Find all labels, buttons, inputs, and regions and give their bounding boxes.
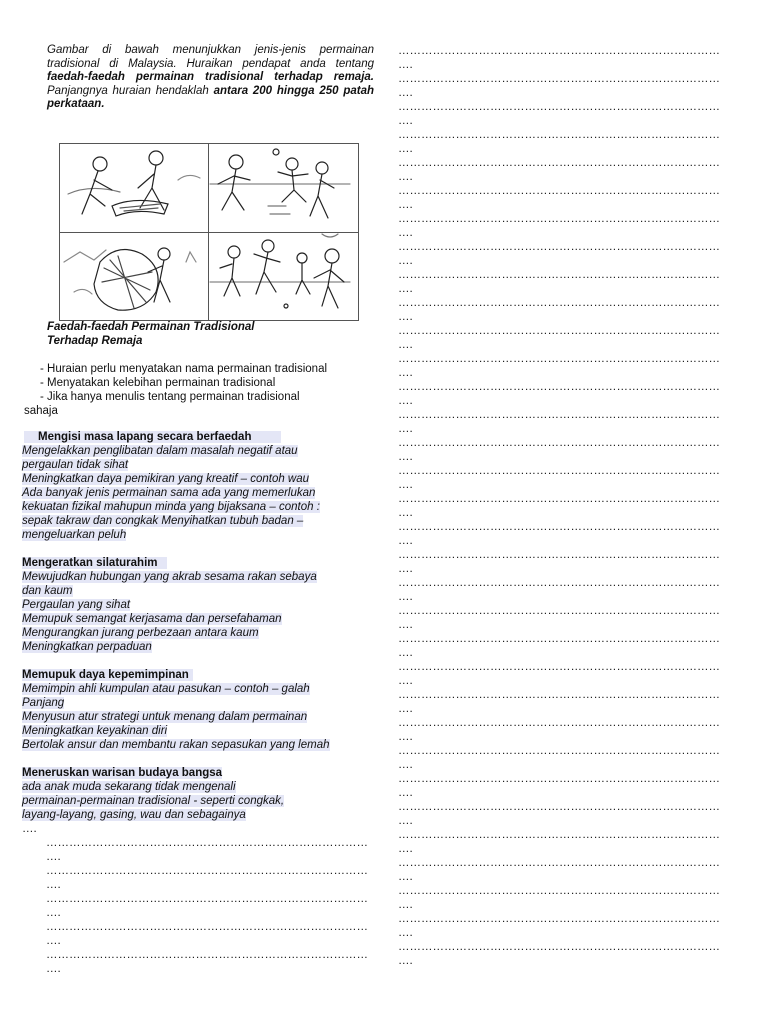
- section-heading: Memupuk daya kepemimpinan: [22, 669, 193, 681]
- writing-line-short: ….: [398, 143, 413, 155]
- writing-line: …………………………………………………………………………: [398, 549, 720, 561]
- congkak-panel-sketch: [68, 151, 200, 216]
- writing-line: …………………………………………………………………………: [398, 213, 720, 225]
- writing-line-short: ….: [398, 731, 413, 743]
- writing-line-short: ….: [398, 311, 413, 323]
- instr-line-3b: faedah-faedah permainan tradisional: [47, 71, 264, 84]
- instr-line-1: Gambar di bawah menunjukkan jenis-jenis permainan: [47, 44, 374, 56]
- section-line: Mengurangkan jurang perbezaan antara kaum: [22, 627, 259, 639]
- instr-line-3a: tentang: [335, 57, 374, 70]
- section-kepemimpinan: [22, 668, 374, 752]
- writing-line-short: ….: [398, 955, 413, 967]
- section-line: pergaulan tidak sihat: [22, 459, 129, 471]
- writing-line-short: ….: [398, 703, 413, 715]
- writing-line: …………………………………………………………………………: [398, 857, 720, 869]
- note-item: - Menyatakan kelebihan permainan tradisional: [24, 376, 374, 390]
- writing-line-short: ….: [398, 115, 413, 127]
- note-item: - Huraian perlu menyatakan nama permainan tradisional: [24, 362, 374, 376]
- writing-line: …………………………………………………………………………: [398, 941, 720, 953]
- section-line: Panjang: [22, 697, 65, 709]
- section-line: sepak takraw dan congkak Menyihatkan tubuh badan –: [22, 515, 304, 527]
- instr-line-2: tradisional di Malaysia. Huraikan pendapat anda: [47, 57, 326, 70]
- writing-line-short: ….: [398, 563, 413, 575]
- writing-line: …………………………………………………………………………: [398, 717, 720, 729]
- writing-line: …………………………………………………………………………: [398, 689, 720, 701]
- right-writing-lines: [398, 44, 728, 968]
- section-line: Meningkatkan keyakinan diri: [22, 725, 168, 737]
- writing-line: …………………………………………………………………………: [398, 157, 720, 169]
- writing-line-short: ….: [46, 851, 61, 863]
- games-sketch: [60, 144, 358, 320]
- section-heading: Meneruskan warisan budaya bangsa: [22, 767, 223, 779]
- writing-line: …………………………………………………………………………: [398, 297, 720, 309]
- section-line: Menyusun atur strategi untuk menang dalam permainan: [22, 711, 308, 723]
- writing-line: …………………………………………………………………………: [46, 949, 368, 961]
- writing-line-short: ….: [398, 871, 413, 883]
- writing-line: …………………………………………………………………………: [398, 269, 720, 281]
- instr-line-5b: antara 200 hingga 250 patah perkataan.: [47, 84, 374, 111]
- writing-line: …………………………………………………………………………: [398, 101, 720, 113]
- writing-line-short: ….: [398, 535, 413, 547]
- writing-line: …………………………………………………………………………: [398, 437, 720, 449]
- writing-line-short: ….: [398, 199, 413, 211]
- writing-line-short: ….: [22, 823, 37, 835]
- writing-line: …………………………………………………………………………: [398, 381, 720, 393]
- section-warisan-budaya: [22, 766, 374, 822]
- writing-line: …………………………………………………………………………: [398, 773, 720, 785]
- sepak-panel-sketch: [210, 149, 350, 218]
- writing-line-short: ….: [398, 815, 413, 827]
- left-writing-lines: [22, 822, 374, 976]
- section-line: Mewujudkan hubungan yang akrab sesama rakan sebaya: [22, 571, 317, 583]
- writing-line-short: ….: [398, 255, 413, 267]
- writing-line-short: ….: [398, 227, 413, 239]
- writing-line: …………………………………………………………………………: [398, 241, 720, 253]
- writing-line-short: ….: [398, 171, 413, 183]
- writing-line: …………………………………………………………………………: [398, 661, 720, 673]
- writing-line: …………………………………………………………………………: [398, 353, 720, 365]
- writing-line: …………………………………………………………………………: [398, 493, 720, 505]
- instr-line-5a: hendaklah: [155, 84, 214, 97]
- wau-panel-sketch: [64, 248, 196, 310]
- writing-line-short: ….: [398, 367, 413, 379]
- writing-line-short: ….: [398, 675, 413, 687]
- writing-line: …………………………………………………………………………: [398, 521, 720, 533]
- writing-line: …………………………………………………………………………: [398, 325, 720, 337]
- writing-line-short: ….: [398, 759, 413, 771]
- writing-line-short: ….: [398, 927, 413, 939]
- writing-line: …………………………………………………………………………: [398, 745, 720, 757]
- writing-line: …………………………………………………………………………: [398, 409, 720, 421]
- writing-line-short: ….: [398, 423, 413, 435]
- section-line: Meningkatkan perpaduan: [22, 641, 152, 653]
- section-line: Memimpin ahli kumpulan atau pasukan – contoh – galah: [22, 683, 310, 695]
- writing-line-short: ….: [398, 619, 413, 631]
- section-masa-lapang: [22, 430, 374, 542]
- guidance-notes: [24, 362, 374, 418]
- writing-line-short: ….: [398, 843, 413, 855]
- writing-line: …………………………………………………………………………: [398, 801, 720, 813]
- writing-line: …………………………………………………………………………: [398, 885, 720, 897]
- instructions: [22, 44, 374, 112]
- section-line: Meningkatkan daya pemikiran yang kreatif – contoh wau: [22, 473, 310, 485]
- writing-line: …………………………………………………………………………: [398, 577, 720, 589]
- note-item: - Jika hanya menulis tentang permainan tradisional: [24, 390, 374, 404]
- writing-line: …………………………………………………………………………: [46, 837, 368, 849]
- caption-line-2: Terhadap Remaja: [47, 335, 143, 347]
- writing-line-short: ….: [46, 935, 61, 947]
- section-line: dan kaum: [22, 585, 73, 597]
- caption-line-1: Faedah-faedah Permainan Tradisional: [47, 321, 255, 333]
- writing-line: …………………………………………………………………………: [398, 73, 720, 85]
- writing-line-short: ….: [398, 899, 413, 911]
- writing-line: …………………………………………………………………………: [398, 633, 720, 645]
- section-line: mengeluarkan peluh: [22, 529, 127, 541]
- section-line: Bertolak ansur dan membantu rakan sepasukan yang lemah: [22, 739, 330, 751]
- writing-line-short: ….: [398, 507, 413, 519]
- section-line: kekuatan fizikal mahupun minda yang bijaksana – contoh :: [22, 501, 320, 513]
- note-item-continuation: sahaja: [24, 405, 58, 417]
- section-line: Memupuk semangat kerjasama dan persefahaman: [22, 613, 282, 625]
- writing-line-short: ….: [398, 59, 413, 71]
- section-line: layang-layang, gasing, wau dan sebagainya: [22, 809, 246, 821]
- section-heading: Mengeratkan silaturahim: [22, 557, 167, 569]
- writing-line-short: ….: [398, 591, 413, 603]
- writing-line-short: ….: [398, 647, 413, 659]
- writing-line-short: ….: [46, 879, 61, 891]
- writing-line: …………………………………………………………………………: [398, 45, 720, 57]
- writing-line: …………………………………………………………………………: [398, 129, 720, 141]
- writing-line-short: ….: [46, 907, 61, 919]
- writing-line: …………………………………………………………………………: [398, 829, 720, 841]
- section-line: Ada banyak jenis permainan sama ada yang memerlukan: [22, 487, 316, 499]
- instr-line-4b: Panjangnya huraian: [47, 84, 151, 97]
- section-line: Pergaulan yang sihat: [22, 599, 131, 611]
- section-line: Mengelakkan penglibatan dalam masalah negatif atau: [22, 445, 298, 457]
- writing-line-short: ….: [398, 283, 413, 295]
- writing-line-short: ….: [398, 451, 413, 463]
- writing-line-short: ….: [398, 87, 413, 99]
- traditional-games-illustration: [59, 143, 359, 321]
- figure-caption: [47, 320, 255, 348]
- section-line: permainan-permainan tradisional - seperti congkak,: [22, 795, 285, 807]
- galah-panel-sketch: [210, 234, 350, 308]
- writing-line-short: ….: [398, 395, 413, 407]
- writing-line-short: ….: [398, 787, 413, 799]
- writing-line: …………………………………………………………………………: [46, 865, 368, 877]
- writing-line: …………………………………………………………………………: [46, 921, 368, 933]
- writing-line-short: ….: [398, 479, 413, 491]
- writing-line-short: ….: [398, 339, 413, 351]
- writing-line-short: ….: [46, 963, 61, 975]
- section-line: ada anak muda sekarang tidak mengenali: [22, 781, 236, 793]
- instr-line-4a: terhadap remaja.: [274, 71, 374, 84]
- section-heading: Mengisi masa lapang secara berfaedah: [24, 431, 281, 443]
- writing-line: …………………………………………………………………………: [46, 893, 368, 905]
- section-silaturahim: [22, 556, 374, 654]
- writing-line: …………………………………………………………………………: [398, 605, 720, 617]
- writing-line: …………………………………………………………………………: [398, 185, 720, 197]
- instructions-text: [47, 44, 374, 112]
- writing-line: …………………………………………………………………………: [398, 913, 720, 925]
- writing-line: …………………………………………………………………………: [398, 465, 720, 477]
